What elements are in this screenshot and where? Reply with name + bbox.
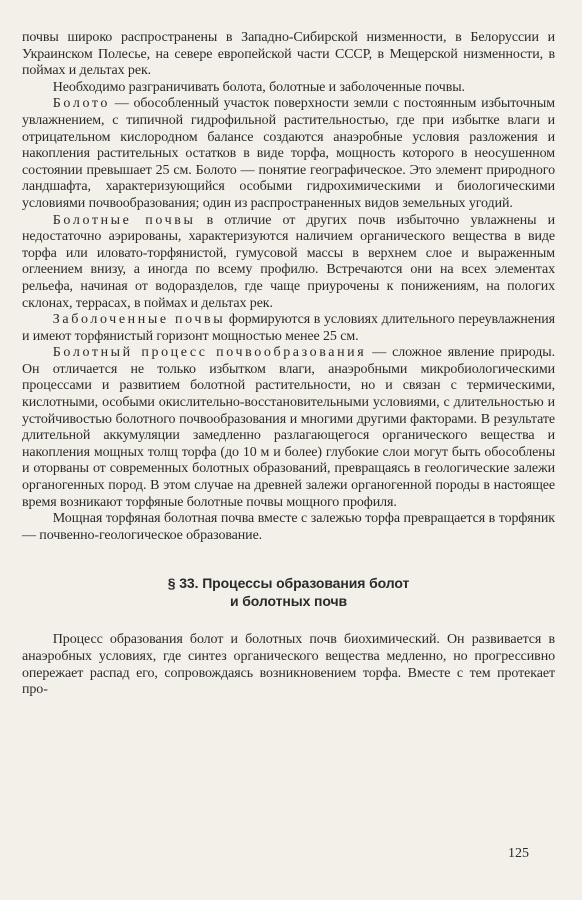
section-heading-line-1: § 33. Процессы образования болот bbox=[167, 575, 410, 592]
section-heading bbox=[22, 574, 555, 610]
paragraph-6 bbox=[22, 345, 555, 511]
term-bolotnye-pochvy: Болотные почвы bbox=[52, 212, 196, 228]
paragraph-5-text: формируются в условиях длительного переувлажнения и имеют торфянистый горизонт мощностью менее 25 см. bbox=[22, 312, 555, 344]
paragraph-4 bbox=[22, 213, 555, 313]
paragraph-2: Необходимо разграничивать болота, болотные и заболоченные почвы. bbox=[52, 79, 465, 95]
paragraph-4-text: в отличие от других почв избыточно увлажнены и недостаточно аэрированы, характеризуются наличием органического вещества в виде торфа или иловато-торфянистой, гумусовой массы в верхнем слое и выраженным оглеением внизу, а иногда по всему профилю. Встречаются они на всех элементах рельефа, начиная от водоразделов, где чаще приурочены к понижениям, на пологих склонах, террасах, в поймах и дельтах рек. bbox=[22, 212, 555, 311]
page-body bbox=[22, 30, 555, 699]
term-bolotnyi-process: Болотный процесс почвообразования bbox=[52, 345, 367, 361]
paragraph-7: Мощная торфяная болотная почва вместе с залежью торфа превращается в торфяник — почвенно-геологическое образование. bbox=[22, 511, 555, 543]
paragraph-6-text: — сложное явление природы. Он отличается не только избытком влаги, анаэробными микробиологическими процессами и развитием болотной растительности, но и связан с термическими, кислотными, особыми окислительно-восстановительными условиями, с длительностью и устойчивостью болотного почвообразования и многими другими факторами. В результате длительной аккумуляции замедленно разлагающегося органического вещества и накопления мощных толщ торфа (до 10 м и более) глубокие слои могут быть обособлены и оторваны от современных болотных образований, превращаясь в геологические залежи органогенных пород. В этом случае на древней залежи органогенной породы в настоящее время возникают торфяные болотные почвы мощного профиля. bbox=[22, 345, 555, 510]
section-heading-line-2: и болотных почв bbox=[229, 593, 348, 610]
term-zabolochennye-pochvy: Заболоченные почвы bbox=[52, 312, 226, 328]
term-boloto: Болото bbox=[52, 96, 110, 112]
paragraph-8: Процесс образования болот и болотных почв биохимический. Он развивается в анаэробных условиях, где синтез органического вещества медленно, но прогрессивно опережает распад его, сопровождаясь возникновением торфа. Вместе с тем протекает про- bbox=[22, 632, 555, 698]
paragraph-1: почвы широко распространены в Западно-Сибирской низменности, в Белоруссии и Украинском Полесье, на севере европейской части СССР, в Мещерской низменности, в поймах и дельтах рек. bbox=[22, 30, 555, 79]
paragraph-3 bbox=[22, 96, 555, 212]
paragraph-5 bbox=[22, 312, 555, 345]
page-number: 125 bbox=[508, 846, 529, 861]
paragraph-3-text: — обособленный участок поверхности земли с постоянным избыточным увлажнением, с типичной гидрофильной растительностью, где при избытке влаги и отрицательном кислородном балансе создаются анаэробные условия разложения и накопления растительных остатков в виде торфа, мощность которого в неосушенном состоянии превышает 25 см. Болото — понятие географическое. Это элемент природного ландшафта, характеризующийся особыми гидрохимическими и биологическими условиями почвообразования; один из распространенных видов земельных угодий. bbox=[22, 96, 555, 211]
